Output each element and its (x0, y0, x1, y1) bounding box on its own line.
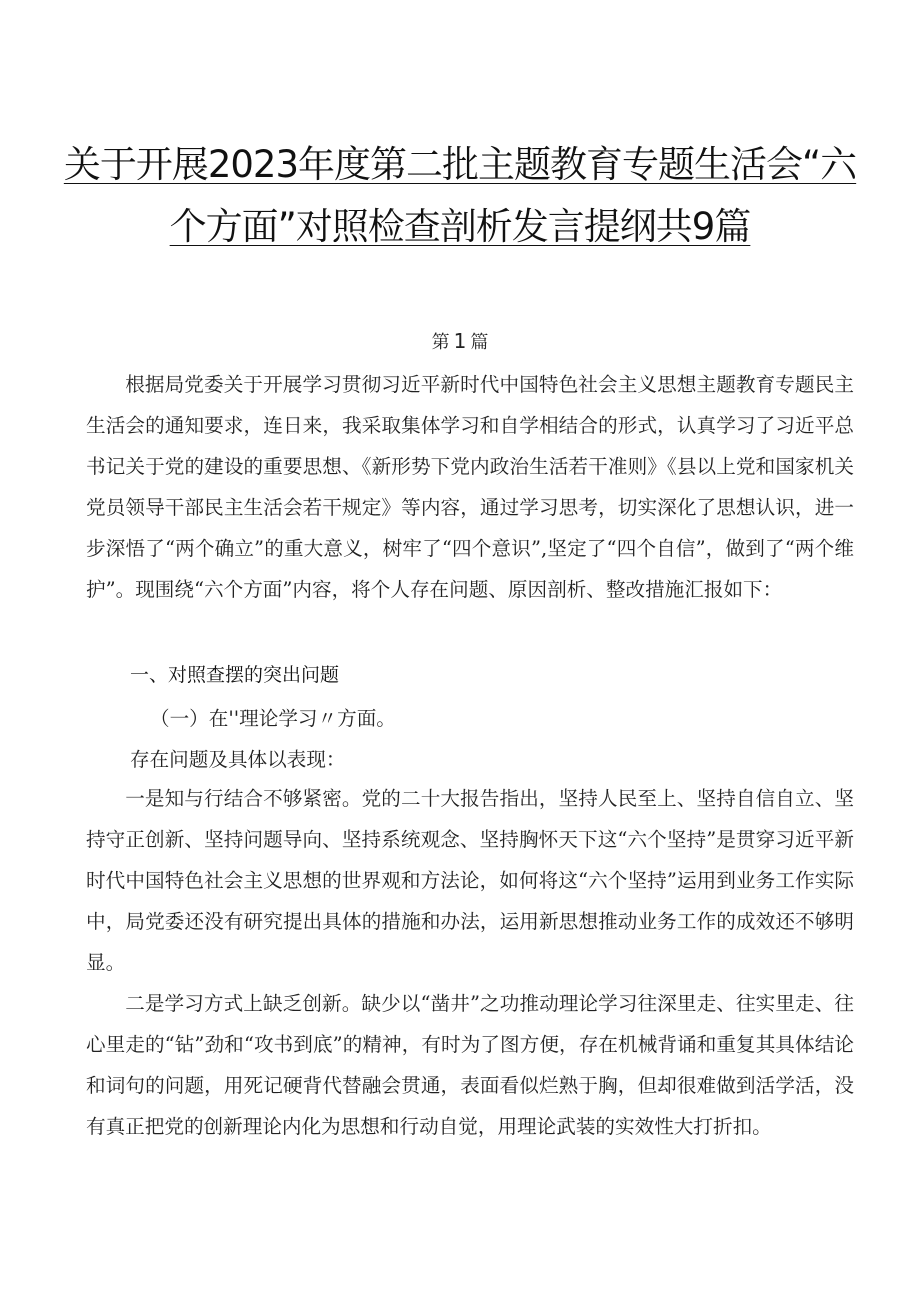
part-suffix: 篇 (470, 332, 489, 353)
intro-paragraph: 根据局党委关于开展学习贯彻习近平新时代中国特色社会主义思想主题教育专题民主生活会的通知要求，连日来，我采取集体学习和自学相结合的形式，认真学习了习近平总书记关于党的建设的重要思想、《新形势下党内政治生活若干准则》《县以上党和国家机关党员领导干部民主生活会若干规定》等内容，通过学习思考，切实深化了思想认识，进一步深悟了“两个确立”的重大意义，树牢了“四个意识”,坚定了“四个自信”，做到了“两个维护”。现围绕“六个方面”内容，将个人存在问题、原因剖析、整改措施汇报如下： (86, 373, 854, 601)
subsection-heading: （一）在''理论学习〃方面。 (150, 707, 396, 730)
document-title-line-2: 个方面”对照检查剖析发言提纲共9篇 (169, 205, 751, 248)
point-two-paragraph: 二是学习方式上缺乏创新。缺少以“凿井”之功推动理论学习往深里走、往实里走、往心里走的“钻”劲和“攻书到底”的精神，有时为了图方便，存在机械背诵和重复其具体结论和词句的问题，用死记硬背代替融会贯通，表面看似烂熟于胸，但却很难做到活学活，没有真正把党的创新理论内化为思想和行动自觉，用理论武装的实效性大打折扣。 (86, 992, 854, 1138)
document-title-line-1: 关于开展2023年度第二批主题教育专题生活会“六 (63, 143, 857, 186)
section-heading: 一、对照查摆的突出问题 (130, 664, 340, 686)
part-title (0, 328, 920, 354)
point-one-paragraph: 一是知与行结合不够紧密。党的二十大报告指出，坚持人民至上、坚持自信自立、坚持守正创新、坚持问题导向、坚持系统观念、坚持胸怀天下这“六个坚持”是贯穿习近平新时代中国特色社会主义思想的世界观和方法论，如何将这“六个坚持”运用到业务工作实际中，局党委还没有研究提出具体的措施和办法，运用新思想推动业务工作的成效还不够明显。 (86, 787, 854, 974)
part-prefix: 第 (431, 332, 450, 353)
problems-label: 存在问题及具体以表现： (130, 748, 346, 771)
part-number: 1 (453, 329, 467, 353)
